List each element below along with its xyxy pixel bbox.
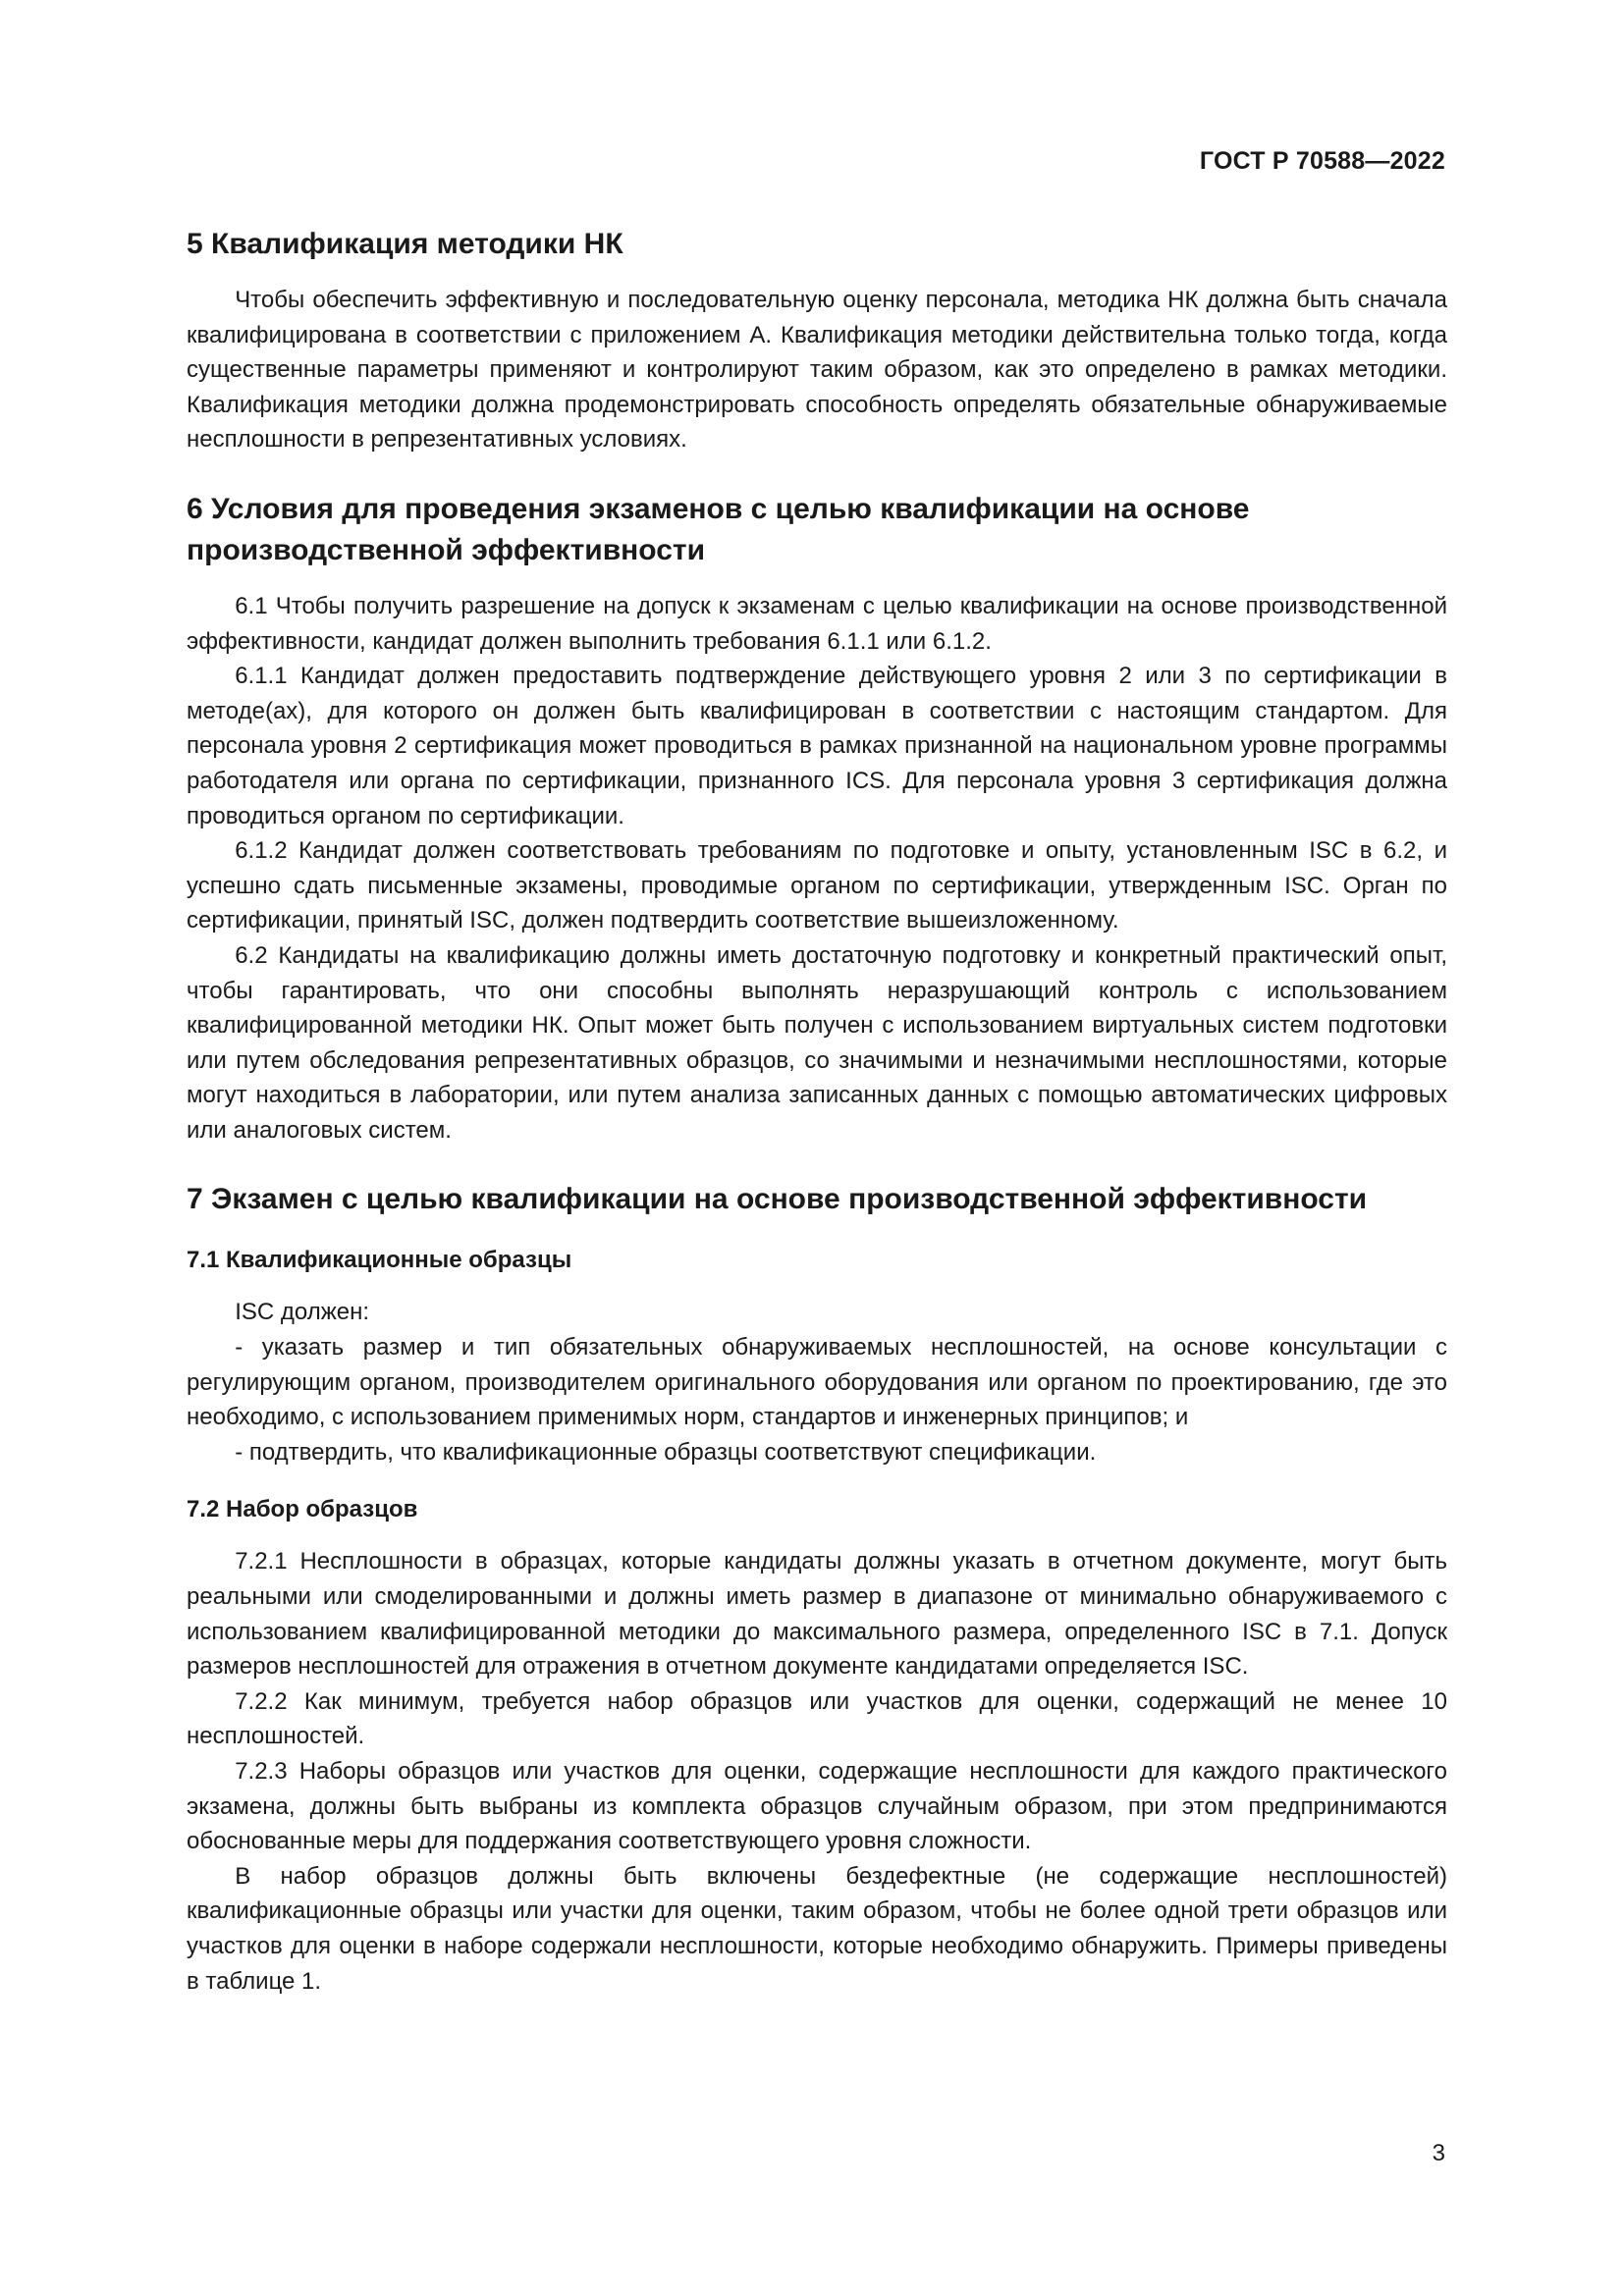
- clause-7-1-intro: ISC должен:: [235, 1299, 370, 1326]
- clause-6-1-2: 6.1.2 Кандидат должен соответствовать требованиям по подготовке и опыту, установленным ISC в 6.2, и успешно сдать письменные экзамены, проводимые органом по сертификации, утвержденным ISC. Орган по сертификации, принятый ISC, должен подтвердить соответствие вышеизложенному.: [187, 837, 1447, 934]
- clause-7-1-item-1: - указать размер и тип обязательных обнаруживаемых несплошностей, на основе консультации с регулирующим органом, производителем оригинального оборудования или органом по проектированию, где это необходимо, с использованием применимых норм, стандартов и инженерных принципов; и: [187, 1334, 1447, 1431]
- clause-7-2-3: 7.2.3 Наборы образцов или участков для оценки, содержащие несплошности для каждого практического экзамена, должны быть выбраны из комплекта образцов случайным образом, при этом предпринимаются обоснованные меры для поддержания соответствующего уровня сложности.: [187, 1758, 1447, 1855]
- clause-7-2-1: 7.2.1 Несплошности в образцах, которые кандидаты должны указать в отчетном документе, могут быть реальными или смоделированными и должны иметь размер в диапазоне от минимально обнаруживаемого с использованием квалифицированной методики до максимального размера, определенного ISC в 7.1. Допуск размеров несплошностей для отражения в отчетном документе кандидатами определяется ISC.: [187, 1548, 1447, 1681]
- page-number: 3: [1432, 2140, 1445, 2166]
- section-5-title: 5 Квалификация методики НК: [187, 228, 623, 260]
- clause-7-2-last: В набор образцов должны быть включены бездефектные (не содержащие несплошностей) квалификационные образцы или участки для оценки, таким образом, чтобы не более одной трети образцов или участков для оценки в наборе содержали несплошности, которые необходимо обнаружить. Примеры приведены в таблице 1.: [187, 1862, 1447, 1995]
- subsection-7-1-title: 7.1 Квалификационные образцы: [187, 1247, 572, 1274]
- standard-id-header: ГОСТ Р 70588—2022: [1199, 147, 1445, 175]
- clause-7-1-item-2: - подтвердить, что квалификационные образцы соответствуют спецификации.: [235, 1438, 1097, 1466]
- clause-6-2: 6.2 Кандидаты на квалификацию должны иметь достаточную подготовку и конкретный практический опыт, чтобы гарантировать, что они способны выполнять неразрушающий контроль с использованием квалифицированной методики НК. Опыт может быть получен с использованием виртуальных систем подготовки или путем обследования репрезентативных образцов, со значимыми и незначимыми несплошностями, которые могут находиться в лаборатории, или путем анализа записанных данных с помощью автоматических цифровых или аналоговых систем.: [187, 941, 1447, 1144]
- subsection-7-2-title: 7.2 Набор образцов: [187, 1496, 418, 1523]
- clause-7-2-2: 7.2.2 Как минимум, требуется набор образцов или участков для оценки, содержащий не менее 10 несплошностей.: [187, 1687, 1447, 1750]
- section-7-title: 7 Экзамен с целью квалификации на основе производственной эффективности: [187, 1183, 1368, 1216]
- clause-6-1-1: 6.1.1 Кандидат должен предоставить подтверждение действующего уровня 2 или 3 по сертификации в методе(ах), для которого он должен быть квалифицирован в соответствии с настоящим стандартом. Для персонала уровня 2 сертификация может проводиться в рамках признанной на национальном уровне программы работодателя или органа по сертификации, признанного ICS. Для персонала уровня 3 сертификация должна проводиться органом по сертификации.: [187, 663, 1447, 829]
- section-6-title: 6 Условия для проведения экзаменов с целью квалификации на основе производственной эффективности: [187, 492, 1250, 566]
- section-5-paragraph: Чтобы обеспечить эффективную и последовательную оценку персонала, методика НК должна быть сначала квалифицирована в соответствии с приложением А. Квалификация методики действительна только тогда, когда существенные параметры применяют и контролируют таким образом, как это определено в рамках методики. Квалификация методики должна продемонстрировать способность определять обязательные обнаруживаемые несплошности в репрезентативных условиях.: [187, 287, 1447, 454]
- clause-6-1: 6.1 Чтобы получить разрешение на допуск к экзаменам с целью квалификации на основе производственной эффективности, кандидат должен выполнить требования 6.1.1 или 6.1.2.: [187, 592, 1447, 655]
- document-body: [187, 224, 1447, 1999]
